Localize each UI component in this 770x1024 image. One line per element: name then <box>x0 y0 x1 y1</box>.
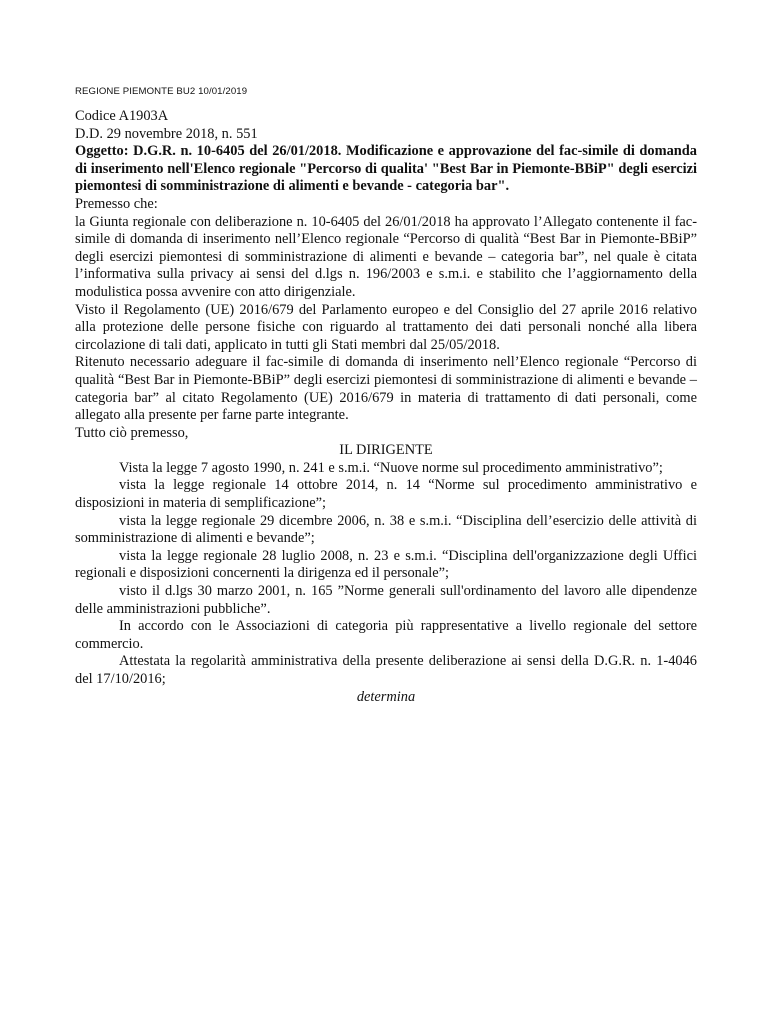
accordo-associazioni: In accordo con le Associazioni di categoria più rappresentative a livello regionale del settore commercio. <box>75 618 697 652</box>
attestata-regolarita: Attestata la regolarità amministrativa della presente deliberazione ai sensi della D.G.R. n. 1-4046 del 17/10/2016; <box>75 653 697 687</box>
paragraph-ritenuto: Ritenuto necessario adeguare il fac-simile di domanda di inserimento nell’Elenco regionale “Percorso di qualità “Best Bar in Piemonte-BBiP” degli esercizi piemontesi di somministrazione di alimenti e bevande – categoria bar” al citato Regolamento (UE) 2016/679 in materia di trattamento di dati personali, come allegato alla presente per farne parte integrante. <box>75 354 697 424</box>
paragraph-premesso: Tutto ciò premesso, <box>75 424 189 441</box>
document-code: Codice A1903A <box>75 108 169 124</box>
determina-heading: determina <box>356 688 416 705</box>
visto-legge-241: Vista la legge 7 agosto 1990, n. 241 e s.m.i. “Nuove norme sul procedimento amministrativo”; <box>119 459 663 476</box>
premesso-heading: Premesso che: <box>75 195 158 212</box>
document-dd: D.D. 29 novembre 2018, n. 551 <box>75 125 258 142</box>
visto-dlgs-165: visto il d.lgs 30 marzo 2001, n. 165 ”Norme generali sull'ordinamento del lavoro alle dipendenze delle amministrazioni pubbliche”. <box>75 583 697 617</box>
document-body <box>75 108 697 706</box>
document-subject: Oggetto: D.G.R. n. 10-6405 del 26/01/2018. Modificazione e approvazione del fac-simile di domanda di inserimento nell'Elenco regionale "Percorso di qualita' "Best Bar in Piemonte-BBiP" degli esercizi piemontesi di somministrazione di alimenti e bevande - categoria bar". <box>75 143 697 195</box>
bulletin-header: REGIONE PIEMONTE BU2 10/01/2019 <box>75 86 248 97</box>
paragraph-giunta: la Giunta regionale con deliberazione n. 10-6405 del 26/01/2018 ha approvato l’Allegato contenente il fac-simile di domanda di inserimento nell’Elenco regionale “Percorso di qualità “Best Bar in Piemonte-BBiP” degli esercizi piemontesi di somministrazione di alimenti e bevande – categoria bar”, nel quale è citata l’informativa sulla privacy ai sensi del d.lgs n. 196/2003 e s.m.i. e stabilito che l’aggiornamento della modulistica possa avvenire con atto dirigenziale. <box>75 213 697 300</box>
dirigente-heading: IL DIRIGENTE <box>339 442 433 459</box>
visto-lr-38-2006: vista la legge regionale 29 dicembre 2006, n. 38 e s.m.i. “Disciplina dell’esercizio delle attività di somministrazione di alimenti e bevande”; <box>75 512 697 547</box>
visto-lr-14-2014: vista la legge regionale 14 ottobre 2014, n. 14 “Norme sul procedimento amministrativo e disposizioni in materia di semplificazione”; <box>75 477 697 512</box>
paragraph-regolamento: Visto il Regolamento (UE) 2016/679 del Parlamento europeo e del Consiglio del 27 aprile 2016 relativo alla protezione delle persone fisiche con riguardo al trattamento dei dati personali nonché alla libera circolazione di tali dati, applicato in tutti gli Stati membri dal 25/05/2018. <box>75 301 697 353</box>
visto-lr-23-2008: vista la legge regionale 28 luglio 2008, n. 23 e s.m.i. “Disciplina dell'organizzazione degli Uffici regionali e disposizioni concernenti la dirigenza ed il personale”; <box>75 547 697 582</box>
